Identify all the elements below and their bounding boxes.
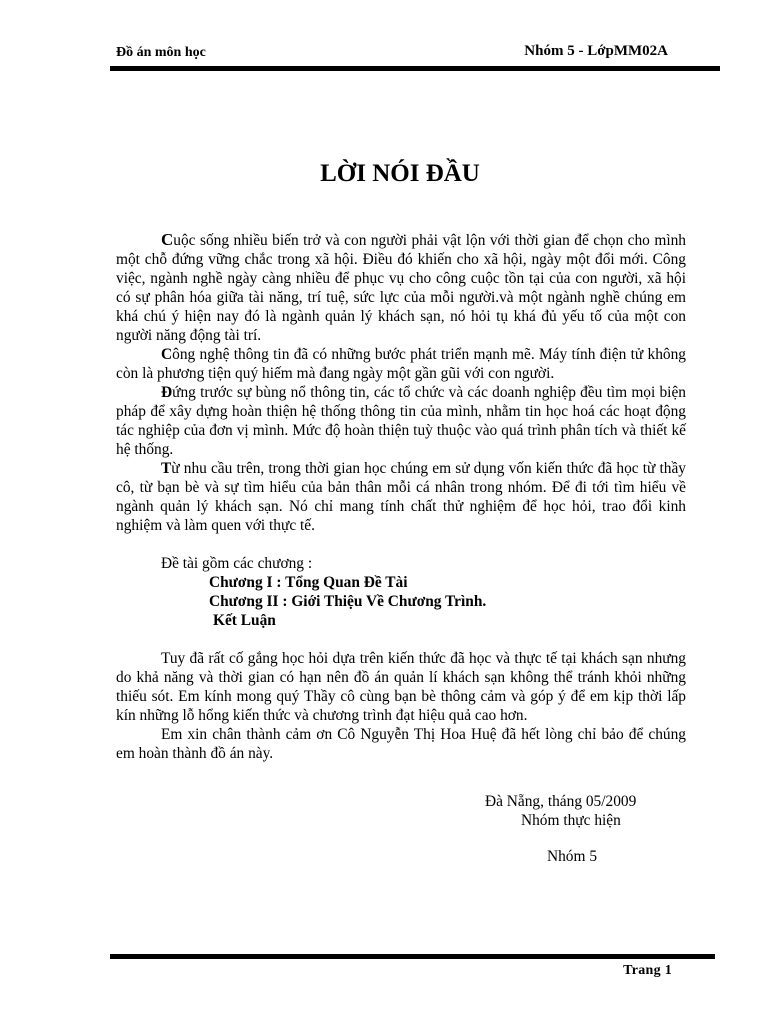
- signature-group-label: Nhóm thực hiện: [521, 812, 621, 829]
- chapters-intro: Đề tài gồm các chương :: [161, 555, 313, 572]
- paragraph-1-text: uộc sống nhiều biến trở và con người phải vật lộn với thời gian để chọn cho mình một chỗ đứng vững chắc trong xã hội. Điều đó khiến cho xã hội, ngày một đổi mới. Công việc, ngành nghề ngày càng nhiều để phục vụ cho công cuộc tồn tại của con người, xã hội có sự phân hóa giữa tài năng, trí tuệ, sức lực của mỗi người.và một ngành nghề chúng em khá chú ý hiện nay đó là ngành quản lý khách sạn, nó hỏi tụ khá đủ yếu tố của một con người năng động tài trí.: [116, 232, 686, 344]
- signature-date: Đà Nẵng, tháng 05/2009: [485, 793, 637, 810]
- closing-paragraph-2: Em xin chân thành cảm ơn Cô Nguyễn Thị Hoa Huệ đã hết lòng chỉ bảo để chúng em hoàn thành đồ án này.: [116, 726, 686, 762]
- closing-paragraph-1: Tuy đã rất cố gắng học hỏi dựa trên kiến thức đã học và thực tế tại khách sạn nhưng do khả năng và thời gian có hạn nên đồ án quản lí khách sạn không thể tránh khỏi những thiếu sót. Em kính mong quý Thầy cô cùng bạn bè thông cảm và góp ý để em kịp thời lấp kín những lỗ hổng kiến thức và chương trình đạt hiệu quả cao hơn.: [116, 650, 686, 724]
- page-title: LỜI NÓI ĐẦU: [320, 160, 480, 187]
- chapter-2: Chương II : Giới Thiệu Về Chương Trình.: [209, 593, 487, 610]
- page-header: [110, 42, 720, 66]
- chapter-conclusion: Kết Luận: [213, 612, 276, 629]
- document-body: [116, 230, 686, 763]
- spacer: [116, 535, 686, 554]
- paragraph-2: [116, 345, 686, 383]
- header-rule: [110, 66, 720, 71]
- paragraph-4-text: ừ nhu cầu trên, trong thời gian học chúng em sử dụng vốn kiến thức đã học từ thầy cô, từ bạn bè và sự tìm hiểu của bản thân mỗi cá nhân trong nhóm. Để đi tới tìm hiểu về ngành quản lý khách sạn. Nó chỉ mang tính chất thử nghiệm để học hỏi, trao đổi kinh nghiệm và làm quen với thực tế.: [116, 460, 686, 534]
- header-course-title: Đồ án môn học: [116, 45, 206, 60]
- header-group-class: Nhóm 5 - LớpMM02A: [524, 43, 668, 59]
- signature-group-name: Nhóm 5: [547, 848, 598, 865]
- paragraph-4-lead: T: [161, 460, 172, 477]
- paragraph-2-lead: C: [161, 346, 173, 363]
- paragraph-3: [116, 383, 686, 459]
- paragraph-2-text: ông nghệ thông tin đã có những bước phát triển mạnh mẽ. Máy tính điện tử không còn là phương tiện quý hiếm mà đang ngày một gần gũi với con người.: [116, 346, 686, 382]
- paragraph-1-lead: C: [161, 230, 174, 249]
- chapter-1: Chương I : Tổng Quan Đề Tài: [209, 574, 408, 591]
- page-number: Trang 1: [623, 963, 672, 978]
- spacer: [116, 630, 686, 649]
- paragraph-4: [116, 459, 686, 535]
- paragraph-3-lead: Đ: [161, 384, 173, 401]
- paragraph-1: [116, 230, 686, 345]
- footer-rule: [110, 954, 715, 959]
- paragraph-3-text: ứng trước sự bùng nổ thông tin, các tổ chức và các doanh nghiệp đều tìm mọi biện pháp để xây dựng hoàn thiện hệ thống thông tin của mình, nhằm tin học hoá các hoạt động tác nghiệp của đơn vị mình. Mức độ hoàn thiện tuỳ thuộc vào quá trình phân tích và thiết kế hệ thống.: [116, 384, 686, 458]
